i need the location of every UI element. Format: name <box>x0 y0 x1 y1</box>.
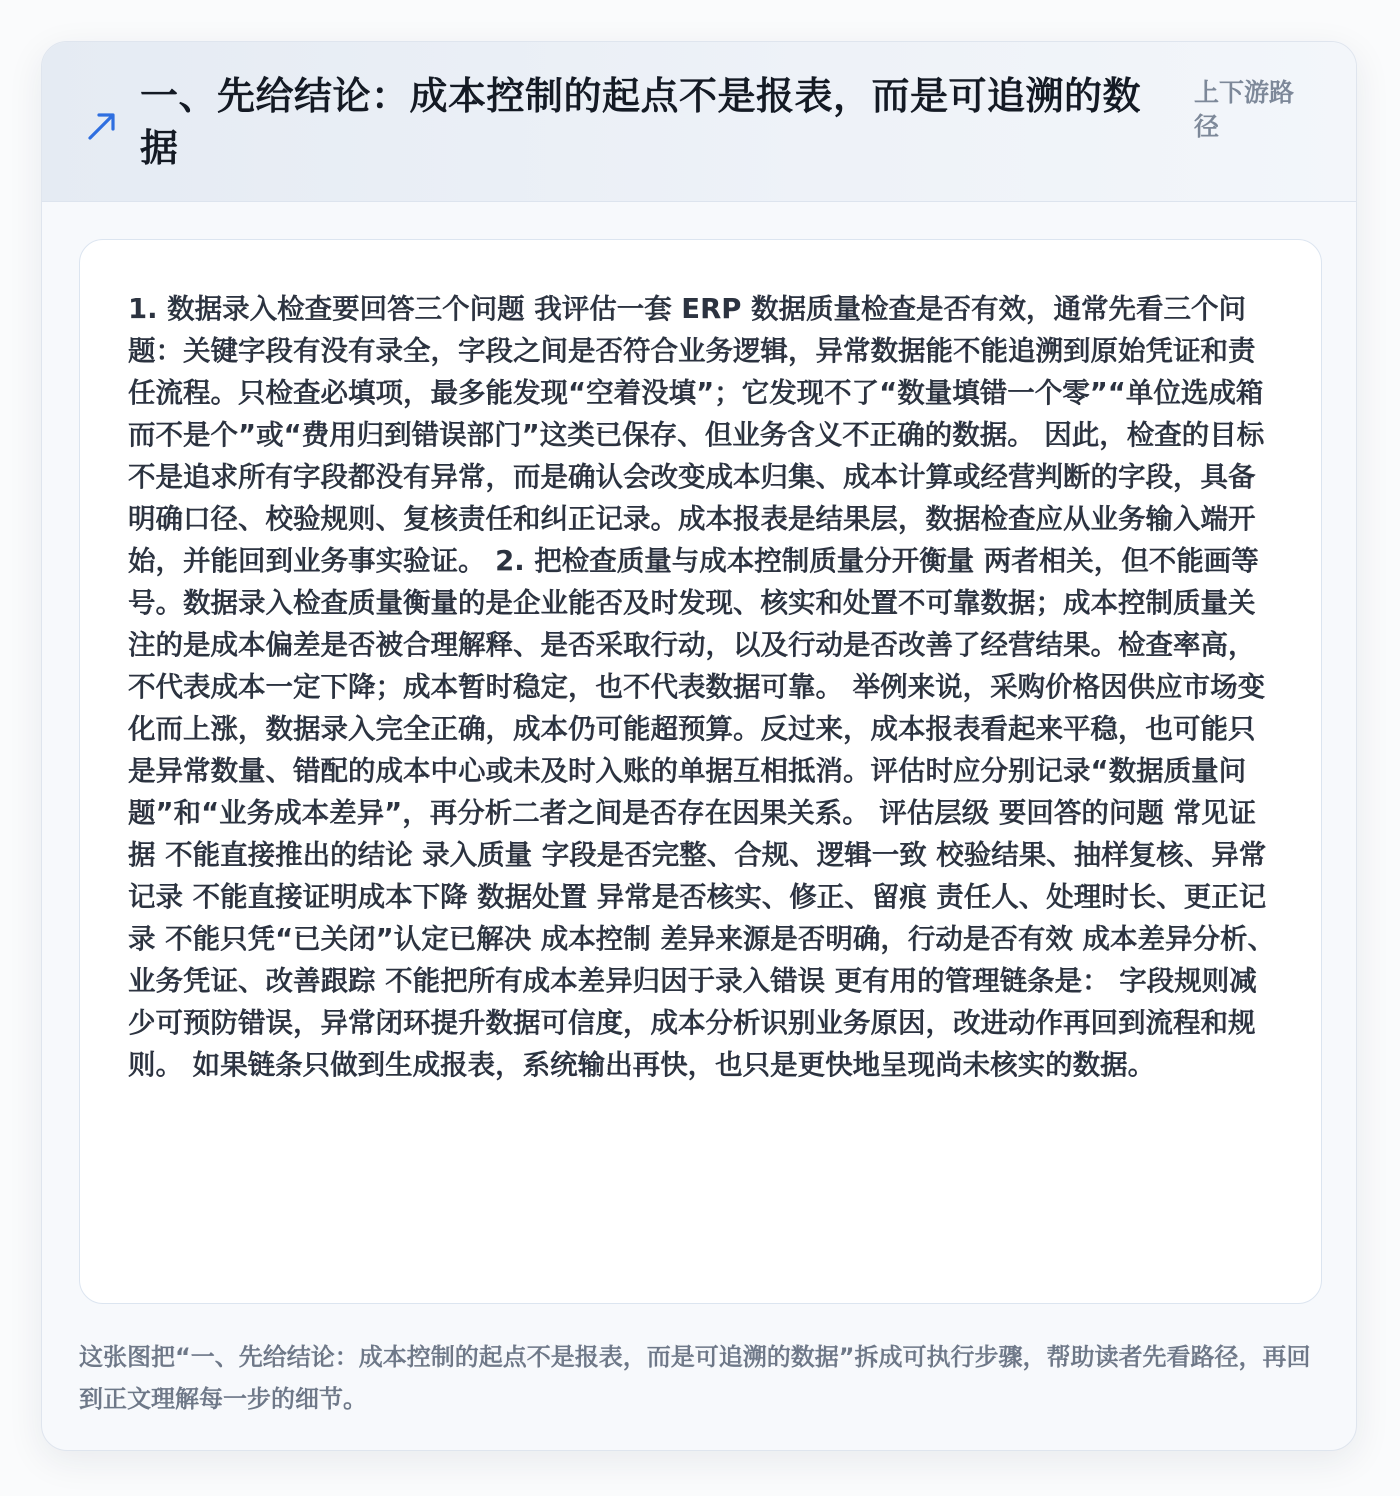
body-text: 1. 数据录入检查要回答三个问题 我评估一套 ERP 数据质量检查是否有效，通常先看三个问题：关键字段有没有录全，字段之间是否符合业务逻辑，异常数据能不能追溯到原始凭证和责任流程。只检查必填项，最多能发现“空着没填”；它发现不了“数量填错一个零”“单位选成箱而不是个”或“费用归到错误部门”这类已保存、但业务含义不正确的数据。 因此，检查的目标不是追求所有字段都没有异常，而是确认会改变成本归集、成本计算或经营判断的字段，具备明确口径、校验规则、复核责任和纠正记录。成本报表是结果层，数据检查应从业务输入端开始，并能回到业务事实验证。 2. 把检查质量与成本控制质量分开衡量 两者相关，但不能画等号。数据录入检查质量衡量的是企业能否及时发现、核实和处置不可靠数据；成本控制质量关注的是成本偏差是否被合理解释、是否采取行动，以及行动是否改善了经营结果。检查率高，不代表成本一定下降；成本暂时稳定，也不代表数据可靠。 举例来说，采购价格因供应市场变化而上涨，数据录入完全正确，成本仍可能超预算。反过来，成本报表看起来平稳，也可能只是异常数量、错配的成本中心或未及时入账的单据互相抵消。评估时应分别记录“数据质量问题”和“业务成本差异”，再分析二者之间是否存在因果关系。 评估层级 要回答的问题 常见证据 不能直接推出的结论 录入质量 字段是否完整、合规、逻辑一致 校验结果、抽样复核、异常记录 不能直接证明成本下降 数据处置 异常是否核实、修正、留痕 责任人、处理时长、更正记录 不能只凭“已关闭”认定已解决 成本控制 差异来源是否明确，行动是否有效 成本差异分析、业务凭证、改善跟踪 不能把所有成本差异归因于录入错误 更有用的管理链条是： 字段规则减少可预防错误，异常闭环提升数据可信度，成本分析识别业务原因，改进动作再回到流程和规则。 如果链条只做到生成报表，系统输出再快，也只是更快地呈现尚未核实的数据。 <box>128 293 1275 1081</box>
content-panel <box>79 239 1322 1304</box>
trend-up-arrow-icon <box>86 110 118 142</box>
figure-caption: 这张图把“一、先给结论：成本控制的起点不是报表，而是可追溯的数据”拆成可执行步骤，帮助读者先看路径，再回到正文理解每一步的细节。 <box>79 1343 1311 1413</box>
card-title: 一、先给结论：成本控制的起点不是报表，而是可追溯的数据 <box>140 74 1142 170</box>
article-card <box>41 41 1357 1451</box>
card-header <box>42 42 1356 202</box>
path-tag: 上下游路径 <box>1194 78 1295 141</box>
